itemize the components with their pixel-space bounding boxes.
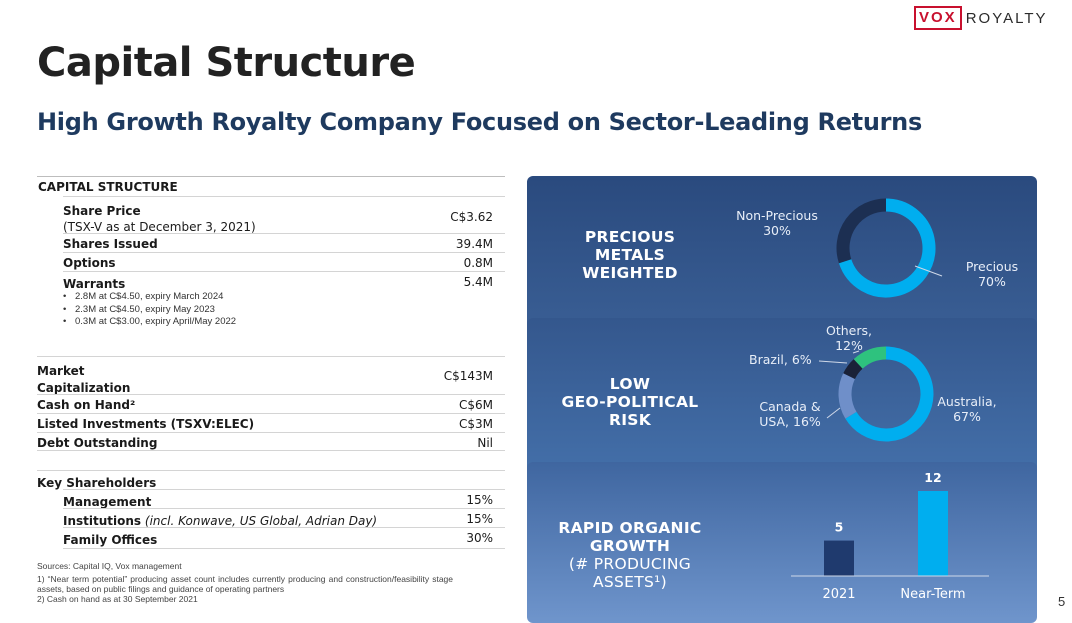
precious-annotation — [952, 259, 1032, 289]
shareholders-heading: Key Shareholders — [37, 475, 157, 490]
management-value: 15% — [466, 492, 493, 507]
footnote-2: 2) Cash on hand as at 30 September 2021 — [37, 594, 198, 604]
footnote-1: 1) “Near term potential” producing asset count includes currently producing and construction/feasibility stage assets, based on public filings and guidance of operating partners — [37, 574, 453, 594]
shares-issued-label: Shares Issued — [63, 237, 158, 251]
institutions-row — [63, 508, 505, 527]
geo-label-line2: GEO-POLITICAL — [561, 393, 699, 411]
warrants-row — [63, 271, 505, 290]
institutions-label-group — [63, 514, 377, 528]
canada-name: Canada & — [759, 399, 821, 414]
capital-structure-table — [37, 176, 505, 549]
shares-issued-value: 39.4M — [455, 237, 493, 251]
page-subtitle: High Growth Royalty Company Focused on Sector-Leading Returns — [37, 108, 922, 136]
brazil-annotation: Brazil, 6% — [749, 352, 812, 367]
warrant-detail-item: • 2.8M at C$4.50, expiry March 2024 — [63, 291, 505, 304]
institutions-value: 15% — [466, 511, 493, 526]
investments-row — [37, 413, 505, 432]
market-cap-label-line2: Capitalization — [37, 380, 131, 395]
debt-value: Nil — [477, 435, 493, 450]
footnote-sources: Sources: Capital IQ, Vox management — [37, 561, 182, 571]
canada-pct: USA, 16% — [759, 414, 821, 429]
cash-label: Cash on Hand² — [37, 397, 136, 412]
nonprecious-pct: 30% — [763, 223, 791, 238]
debt-label: Debt Outstanding — [37, 435, 158, 450]
growth-label-line3: (# PRODUCING — [568, 555, 692, 573]
options-label: Options — [63, 256, 116, 270]
growth-label-line4: ASSETS¹) — [592, 573, 668, 591]
investments-value: C$3M — [458, 416, 493, 431]
logo-royalty: ROYALTY — [965, 9, 1048, 27]
geo-label-line3: RISK — [608, 411, 652, 429]
precious-name: Precious — [965, 259, 1019, 274]
family-label: Family Offices — [63, 532, 158, 547]
market-cap-label — [37, 363, 130, 397]
growth-label-line1: RAPID ORGANIC — [558, 519, 702, 537]
growth-label-line2: GROWTH — [589, 537, 671, 555]
precious-metals-panel — [527, 176, 1037, 336]
capital-structure-heading: CAPITAL STRUCTURE — [38, 180, 178, 194]
nonprecious-name: Non-Precious — [736, 208, 818, 223]
geo-political-panel — [527, 318, 1037, 478]
precious-donut-chart — [527, 176, 1037, 318]
precious-pct: 70% — [978, 274, 1006, 289]
bar-near-term — [918, 491, 948, 576]
australia-annotation — [932, 394, 1002, 424]
cash-row — [37, 394, 505, 413]
management-label: Management — [63, 494, 152, 509]
precious-donut — [843, 205, 929, 291]
investments-label: Listed Investments (TSXV:ELEC) — [37, 416, 255, 431]
bar-2021 — [824, 541, 854, 576]
bar-value-label: 12 — [924, 470, 942, 485]
geo-slice-brazil — [849, 364, 858, 376]
options-row — [63, 252, 505, 271]
market-cap-value: C$143M — [443, 368, 493, 383]
bar-value-label: 5 — [834, 519, 844, 535]
warrants-value: 5.4M — [463, 275, 493, 289]
market-cap-label-line1: Market — [37, 363, 85, 378]
share-price-row — [63, 196, 505, 233]
geo-donut-chart — [527, 318, 1037, 462]
share-price-sub: (TSX-V as at December 3, 2021) — [63, 220, 256, 234]
canada-leader-line — [827, 408, 840, 418]
page-number: 5 — [1058, 594, 1066, 609]
warrants-details — [63, 290, 505, 332]
growth-panel — [527, 462, 1037, 623]
geo-slice-others — [858, 353, 886, 364]
institutions-label: Institutions — [63, 513, 142, 528]
warrant-detail-item: • 0.3M at C$3.00, expiry April/May 2022 — [63, 316, 505, 329]
market-cap-row — [37, 356, 505, 394]
vox-royalty-logo — [914, 6, 1047, 30]
geo-label-line1: LOW — [609, 375, 651, 393]
geo-slice-canada-usa — [845, 376, 851, 415]
warrant-detail-item: • 2.3M at C$4.50, expiry May 2023 — [63, 304, 505, 317]
logo-vox: VOX — [914, 6, 962, 30]
share-price-value: C$3.62 — [450, 210, 493, 224]
precious-label-line3: WEIGHTED — [582, 264, 678, 282]
options-value: 0.8M — [463, 256, 493, 270]
canada-annotation — [755, 399, 825, 429]
share-price-label: Share Price — [63, 204, 141, 218]
brazil-leader-line — [819, 361, 847, 363]
nonprecious-annotation — [732, 208, 822, 238]
family-row — [63, 527, 505, 549]
shareholders-heading-row — [37, 470, 505, 489]
bar-category-label: Near-Term — [900, 587, 966, 602]
warrants-label: Warrants — [63, 277, 126, 291]
others-annotation — [817, 323, 881, 353]
institutions-note: (incl. Konwave, US Global, Adrian Day) — [144, 513, 378, 528]
debt-row — [37, 432, 505, 451]
table-heading-row — [37, 176, 505, 196]
growth-bars — [822, 470, 965, 602]
australia-name: Australia, — [937, 394, 997, 409]
cash-value: C$6M — [458, 397, 493, 412]
footnotes — [37, 561, 453, 604]
precious-label-line2: METALS — [594, 246, 666, 264]
geo-donut — [845, 353, 927, 435]
page-title: Capital Structure — [37, 40, 416, 86]
precious-label-line1: PRECIOUS — [584, 228, 676, 246]
others-pct: 12% — [835, 338, 863, 353]
precious-slice-non-precious — [843, 205, 886, 261]
others-name: Others, — [826, 323, 872, 338]
shares-issued-row — [63, 233, 505, 252]
family-value: 30% — [466, 530, 493, 545]
bar-category-label: 2021 — [822, 587, 856, 602]
management-row — [63, 489, 505, 508]
growth-bar-chart — [527, 462, 1037, 623]
australia-pct: 67% — [953, 409, 981, 424]
